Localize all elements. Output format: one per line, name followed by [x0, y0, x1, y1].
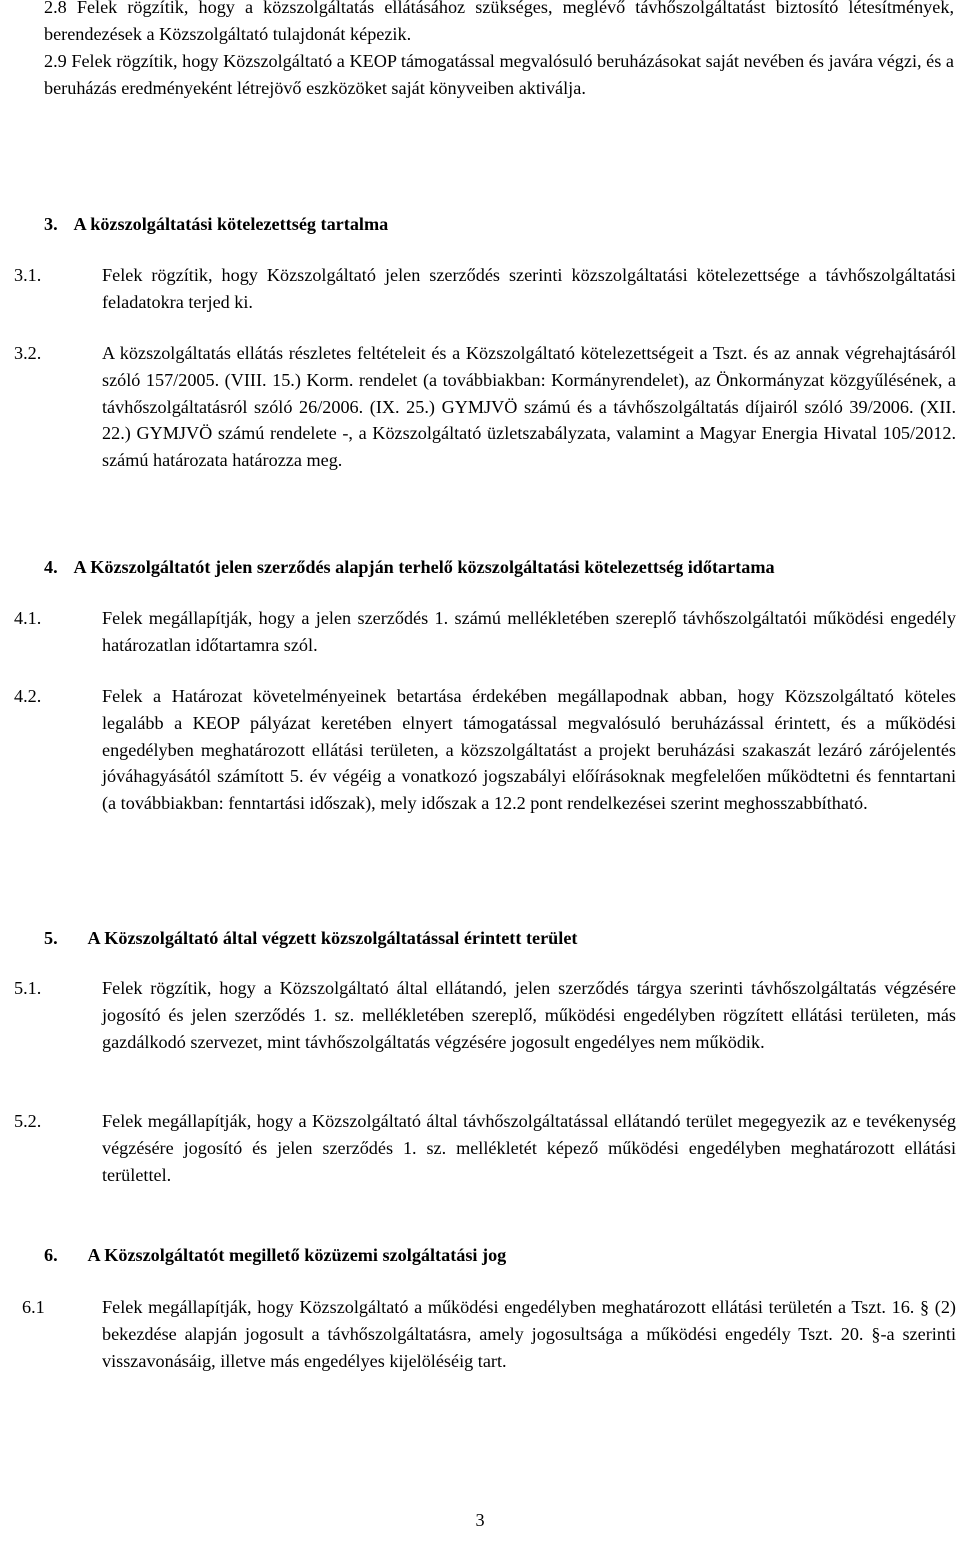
subsection-3-2: [14, 340, 956, 474]
section-title: A Közszolgáltatót jelen szerződés alapján terhelő közszolgáltatási kötelezettség időtartama: [73, 557, 775, 577]
section-heading-4: [44, 554, 954, 581]
section-number: 5.: [44, 928, 58, 948]
subsection-5-2: [14, 1108, 956, 1188]
subsection-3-1: [14, 262, 956, 316]
subsection-number: 5.2.: [14, 1111, 42, 1131]
section-number: 4.: [44, 557, 58, 577]
section-title: A Közszolgáltató által végzett közszolgáltatással érintett terület: [87, 928, 578, 948]
subsection-text: Felek megállapítják, hogy a Közszolgáltató által távhőszolgáltatással ellátandó terület megegyezik az e tevékenység végzésére jogosító és jelen szerződés 1. sz. mellékletét képező működési engedélyben meghatározott ellátási területtel.: [102, 1111, 956, 1185]
subsection-text: Felek megállapítják, hogy a jelen szerződés 1. számú mellékletében szereplő távhőszolgáltatói működési engedély határozatlan időtartamra szól.: [102, 608, 956, 655]
subsection-text: Felek rögzítik, hogy a Közszolgáltató által ellátandó, jelen szerződés tárgya szerinti távhőszolgáltatás végzésére jogosító és jelen szerződés 1. sz. mellékletében szereplő, működési engedélyben rögzített ellátási területen, más gazdálkodó szervezet, mint távhőszolgáltatás végzésére jogosult engedélyes nem működik.: [102, 978, 956, 1052]
subsection-text: Felek megállapítják, hogy Közszolgáltató a működési engedélyben meghatározott ellátási területén a Tszt. 16. § (2) bekezdése alapján jogosult a távhőszolgáltatásra, amely jogosultsága a működési engedély Tszt. 20. §-a szerinti visszavonásáig, illetve más engedélyes kijelöléséig tart.: [102, 1297, 956, 1371]
subsection-6-1: [22, 1294, 956, 1374]
subsection-number: 5.1.: [14, 978, 42, 998]
subsection-number: 3.1.: [14, 265, 42, 285]
section-title: A Közszolgáltatót megillető közüzemi szolgáltatási jog: [87, 1245, 507, 1265]
section-title: A közszolgáltatási kötelezettség tartalma: [73, 214, 389, 234]
subsection-number: 4.1.: [14, 608, 42, 628]
subsection-4-2: [14, 683, 956, 817]
subsection-4-1: [14, 605, 956, 659]
section-heading-3: [44, 211, 954, 238]
paragraph-2-8: 2.8 Felek rögzítik, hogy a közszolgáltatás ellátásához szükséges, meglévő távhőszolgáltatást biztosító létesítmények, berendezések a Közszolgáltató tulajdonát képezik.: [44, 0, 954, 44]
paragraph-2-9: 2.9 Felek rögzítik, hogy Közszolgáltató a KEOP támogatással megvalósuló beruházásokat saját nevében és javára végzi, és a beruházás eredményeként létrejövő eszközöket saját könyveiben aktiválja.: [44, 51, 954, 98]
subsection-text: A közszolgáltatás ellátás részletes feltételeit és a Közszolgáltató kötelezettségeit a Tszt. és az annak végrehajtásáról szóló 157/2005. (VIII. 15.) Korm. rendelet (a továbbiakban: Kormányrendelet), az Önkormányzat közgyűlésének, a távhőszolgáltatásról szóló 26/2006. (IX. 25.) GYMJVÖ számú és a távhőszolgáltatás díjairól szóló 39/2006. (XII. 22.) GYMJVÖ számú rendelete -, a Közszolgáltató üzletszabályzata, valamint a Magyar Energia Hivatal 105/2012. számú határozata határozza meg.: [102, 343, 956, 471]
subsection-number: 6.1: [22, 1297, 45, 1317]
subsection-number: 3.2.: [14, 343, 42, 363]
subsection-text: Felek a Határozat követelményeinek betartása érdekében megállapodnak abban, hogy Közszolgáltató köteles legalább a KEOP pályázat keretében elnyert támogatással megvalósuló beruházással érintett, és a működési engedélyben meghatározott ellátási területen, a közszolgáltatást a projekt beruházási szakaszát lezáró zárójelentés jóváhagyásától számított 5. év végéig a vonatkozó jogszabályi előírásoknak megfelelően működtetni és fenntartani (a továbbiakban: fenntartási időszak), mely időszak a 12.2 pont rendelkezései szerint meghosszabbítható.: [102, 686, 956, 814]
subsection-5-1: [14, 975, 956, 1055]
section-number: 3.: [44, 214, 58, 234]
page-number: 3: [475, 1510, 485, 1530]
section-heading-6: [44, 1242, 954, 1269]
subsection-number: 4.2.: [14, 686, 42, 706]
subsection-text: Felek rögzítik, hogy Közszolgáltató jelen szerződés szerinti közszolgáltatási kötelezettsége a távhőszolgáltatási feladatokra terjed ki.: [102, 265, 956, 312]
section-number: 6.: [44, 1245, 58, 1265]
section-heading-5: [44, 925, 954, 952]
